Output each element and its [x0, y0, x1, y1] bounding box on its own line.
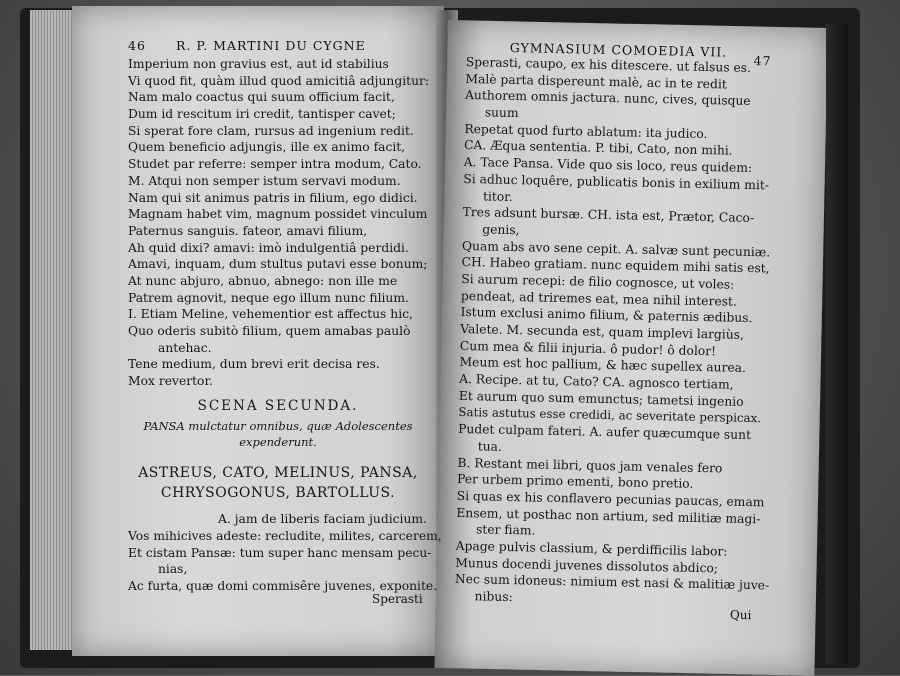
- text-line: Satis astutus esse credidi, ac severitate perspicax.: [458, 405, 762, 426]
- text-line: Dum id rescitum iri credit, tantisper cavet;: [128, 107, 396, 122]
- text-line: Valete. M. secunda est, quam implevi largiùs,: [460, 321, 745, 342]
- text-line: Si quas ex his conflavero pecunias paucas, emam: [456, 488, 765, 510]
- left-running-title: R. P. MARTINI DU CYGNE: [176, 38, 366, 53]
- text-line: Malè parta dispereunt malè, ac in te redit: [465, 71, 727, 92]
- text-line: Munus docendi juvenes dissolutos abdico;: [455, 555, 719, 576]
- text-line: Pudet culpam fateri. A. aufer quæcumque sunt: [457, 422, 752, 443]
- text-line: Quo oderis subitò filium, quem amabas paulò: [128, 324, 411, 338]
- right-page-text: [454, 54, 780, 611]
- text-line: B. Restant mei libri, quos jam venales fero: [457, 455, 723, 475]
- left-page-number: 46: [128, 38, 146, 53]
- text-line: suum: [484, 105, 519, 121]
- scene-title: SCENA SECUNDA.: [197, 397, 359, 414]
- text-line: Ah quid dixi? amavi: imò indulgentiâ perdidi.: [128, 240, 409, 255]
- text-line: Et cistam Pansæ: tum super hanc mensam pecu-: [128, 545, 432, 560]
- scene-summary: PANSA mulctatur omnibus, quæ Adolescentes: [143, 418, 413, 433]
- text-line: CH. Habeo gratiam. nunc equidem mihi satis est,: [461, 255, 770, 276]
- text-line: Et aurum quo sum emunctus; tametsi ingenio: [458, 388, 744, 409]
- text-line: CA. Æqua sententia. P. tibi, Cato, non mihi.: [463, 138, 733, 159]
- right-running-title: GYMNASIUM COMOEDIA VII.: [509, 40, 728, 60]
- text-line: pendeat, ad triremes eat, mea nihil interest.: [460, 288, 737, 309]
- text-line: Vos mihicives adeste: recludite, milites, carcerem,: [128, 528, 442, 543]
- page-edges-right: [826, 24, 848, 664]
- dramatis-personae: ASTREUS, CATO, MELINUS, PANSA,: [138, 465, 418, 482]
- text-line: Magnam habet vim, magnum possidet vinculum: [128, 207, 428, 222]
- text-line: nias,: [158, 562, 188, 577]
- text-line: Studet par referre: semper intra modum, Cato.: [128, 157, 422, 172]
- text-line: Per urbem primo ementi, bono pretio.: [456, 472, 694, 492]
- text-line: Quam abs avo sene cepit. A. salvæ sunt pecuniæ.: [461, 238, 771, 259]
- text-line: Istum exclusi animo filium, & paternis ædibus.: [460, 305, 753, 326]
- text-line: Si sperat fore clam, rursus ad ingenium redit.: [128, 123, 414, 138]
- text-line: Si aurum recepi: de filio cognosce, ut voles:: [461, 271, 735, 292]
- text-line: ster fiam.: [475, 522, 536, 538]
- dramatis-personae: CHRYSOGONUS, BARTOLLUS.: [160, 485, 396, 502]
- text-line: tua.: [477, 439, 503, 454]
- text-line: Nam malo coactus qui suum officium facit,: [128, 90, 395, 105]
- text-line: Sperasti, caupo, ex his ditescere. ut falsus es.: [465, 54, 752, 75]
- text-line: Imperium non gravius est, aut id stabilius: [128, 57, 389, 71]
- text-line: A. jam de liberis faciam judicium.: [218, 512, 427, 527]
- text-line: A. Tace Pansa. Vide quo sis loco, reus quidem:: [463, 155, 753, 176]
- text-line: titor.: [482, 188, 513, 204]
- text-line: Si adhuc loquêre, publicatis bonis in exilium mit-: [463, 171, 770, 193]
- text-line: Tene medium, dum brevi erit decisa res.: [128, 357, 380, 372]
- text-line: I. Etiam Meline, vehementior est affectus hic,: [128, 307, 413, 322]
- text-line: Ac furta, quæ domi commisêre juvenes, exponite.: [128, 578, 438, 593]
- text-line: M. Atqui non semper istum servavi modum.: [128, 173, 401, 188]
- right-catchword: Qui: [729, 607, 752, 623]
- text-line: Meum est hoc pallium, & hæc supellex aurea.: [459, 355, 747, 376]
- text-line: nibus:: [474, 589, 513, 605]
- text-line: Paternus sanguis. fateor, amavi filium,: [128, 223, 368, 238]
- text-line: Cum mea & filii injuria. ô pudor! ô dolor!: [459, 338, 717, 358]
- text-line: At nunc abjuro, abnuo, abnego: non ille me: [128, 273, 398, 288]
- text-line: Authorem omnis jactura. nunc, cives, quisque: [464, 88, 751, 109]
- text-line: Nam qui sit animus patris in filium, ego didici.: [128, 190, 418, 205]
- text-line: Ensem, ut posthac non artium, sed militiæ magi-: [456, 505, 761, 526]
- text-line: Nec sum idoneus: nimium est nasi & malitiæ juve-: [454, 572, 770, 593]
- text-line: Vi quod fit, quàm illud quod amicitiâ adjungitur:: [128, 73, 430, 88]
- text-line: Tres adsunt bursæ. CH. ista est, Prætor, Caco-: [462, 205, 755, 226]
- text-line: Mox revertor.: [128, 374, 213, 389]
- text-line: Amavi, inquam, dum stultus putavi esse bonum;: [128, 257, 428, 272]
- text-line: A. Recipe. at tu, Cato? CA. agnosco tertiam,: [459, 371, 734, 392]
- text-line: Quem beneficio adjungis, ille ex animo facit,: [128, 140, 406, 155]
- right-page-number: 47: [753, 53, 772, 69]
- text-line: genis,: [482, 222, 520, 238]
- text-line: Repetat quod furto ablatum: ita judico.: [464, 121, 708, 141]
- text-line: antehac.: [158, 340, 212, 355]
- text-line: Apage pulvis classium, & perdifficilis labor:: [455, 538, 728, 559]
- left-page-text: [128, 56, 442, 595]
- scene-heading-block: [128, 394, 428, 503]
- left-catchword: Sperasti: [372, 592, 423, 606]
- text-line: Patrem agnovit, neque ego illum nunc filium.: [128, 290, 409, 305]
- scene-summary: expenderunt.: [239, 435, 317, 450]
